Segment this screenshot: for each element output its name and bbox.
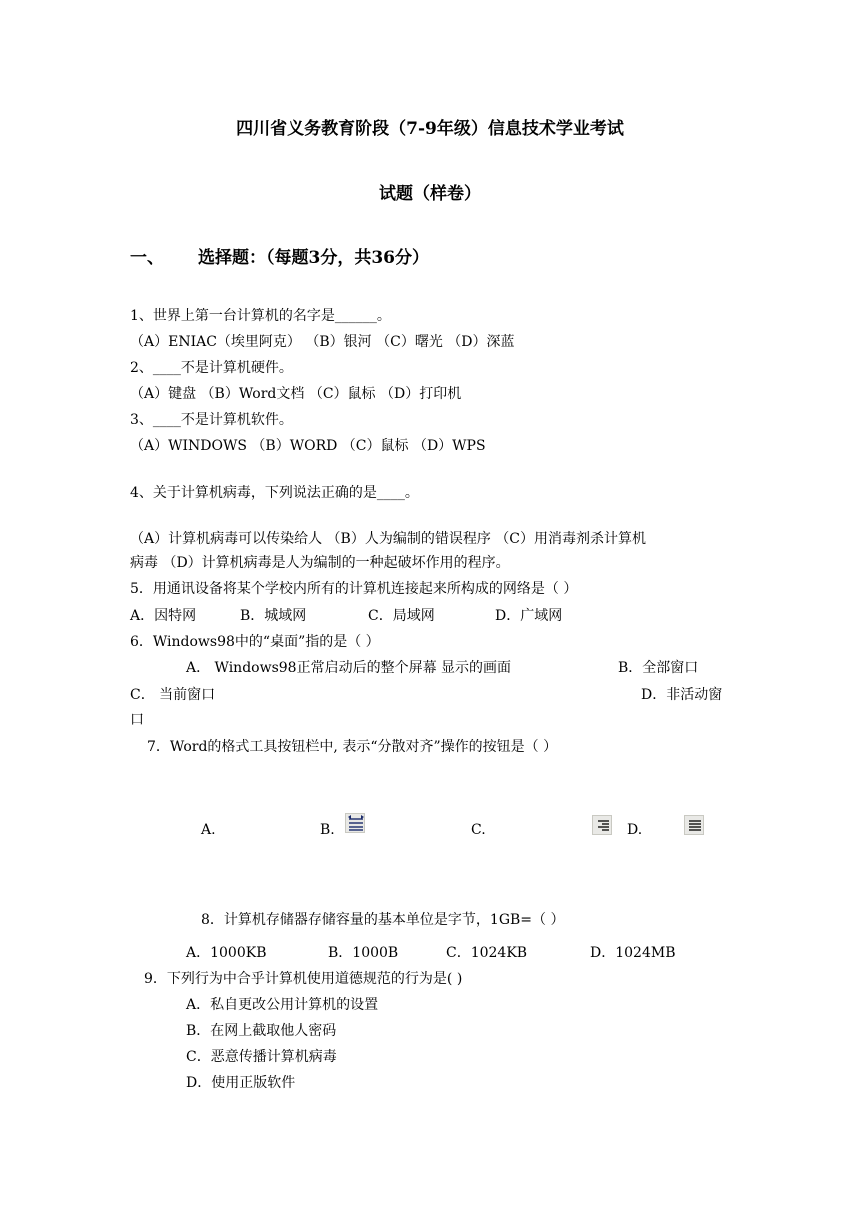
justify-icon bbox=[684, 815, 704, 835]
question-4-options-line2: 病毒 （D）计算机病毒是人为编制的一种起破坏作用的程序。 bbox=[130, 555, 510, 571]
question-6-option-d-continued: 口 bbox=[130, 712, 144, 728]
question-7-option-d: D. bbox=[627, 822, 643, 838]
question-6-option-a: A． Windows98正常启动后的整个屏幕 显示的画面 bbox=[186, 660, 512, 676]
question-2-options: （A）键盘 （B）Word文档 （C）鼠标 （D）打印机 bbox=[130, 386, 462, 402]
distributed-align-icon bbox=[345, 813, 365, 833]
question-9-option-c: C．恶意传播计算机病毒 bbox=[186, 1049, 337, 1065]
question-3-stem: 3、____不是计算机软件。 bbox=[130, 412, 293, 428]
question-7-stem: 7．Word的格式工具按钮栏中, 表示“分散对齐”操作的按钮是（ ） bbox=[147, 739, 558, 755]
question-5-stem: 5．用通讯设备将某个学校内所有的计算机连接起来所构成的网络是（ ） bbox=[130, 581, 578, 597]
question-8-stem: 8．计算机存储器存储容量的基本单位是字节，1GB=（ ） bbox=[201, 912, 565, 928]
question-6-option-c: C． 当前窗口 bbox=[130, 687, 216, 703]
question-9-option-d: D．使用正版软件 bbox=[186, 1075, 296, 1091]
question-5-option-b: B．城域网 bbox=[240, 608, 307, 624]
question-5-option-a: A．因特网 bbox=[130, 608, 197, 624]
question-4-options-line1: （A）计算机病毒可以传染给人 （B）人为编制的错误程序 （C）用消毒剂杀计算机 bbox=[130, 531, 647, 547]
question-6-stem: 6．Windows98中的“桌面”指的是（ ） bbox=[130, 634, 380, 650]
question-8-option-a: A．1000KB bbox=[186, 945, 267, 961]
question-8-option-b: B．1000B bbox=[328, 945, 399, 961]
question-1-stem: 1、世界上第一台计算机的名字是______。 bbox=[130, 308, 391, 324]
question-6-option-d: D．非活动窗 bbox=[641, 687, 723, 703]
question-9-option-b: B．在网上截取他人密码 bbox=[186, 1023, 337, 1039]
question-9-option-a: A．私自更改公用计算机的设置 bbox=[186, 997, 379, 1013]
question-8-option-c: C．1024KB bbox=[446, 945, 528, 961]
question-6-option-b: B．全部窗口 bbox=[618, 660, 699, 676]
question-7-option-c: C. bbox=[471, 822, 486, 838]
question-5-option-d: D．广域网 bbox=[495, 608, 563, 624]
align-right-icon bbox=[592, 815, 612, 835]
question-7-option-a: A. bbox=[201, 822, 216, 838]
question-3-options: （A）WINDOWS （B）WORD （C）鼠标 （D）WPS bbox=[130, 438, 486, 454]
question-2-stem: 2、____不是计算机硬件。 bbox=[130, 360, 293, 376]
section-number: 一、 bbox=[130, 248, 164, 268]
question-7-option-b: B. bbox=[320, 822, 335, 838]
section-heading: 选择题：（每题3分，共36分） bbox=[198, 248, 429, 268]
question-4-stem: 4、关于计算机病毒，下列说法正确的是____。 bbox=[130, 485, 419, 501]
question-5-option-c: C．局域网 bbox=[368, 608, 435, 624]
question-1-options: （A）ENIAC（埃里阿克） （B）银河 （C）曙光 （D）深蓝 bbox=[130, 334, 515, 350]
exam-title-line2: 试题（样卷） bbox=[379, 184, 481, 204]
exam-title-line1: 四川省义务教育阶段（7-9年级）信息技术学业考试 bbox=[236, 119, 624, 139]
question-8-option-d: D．1024MB bbox=[590, 945, 676, 961]
question-9-stem: 9．下列行为中合乎计算机使用道德规范的行为是( ) bbox=[144, 971, 463, 987]
